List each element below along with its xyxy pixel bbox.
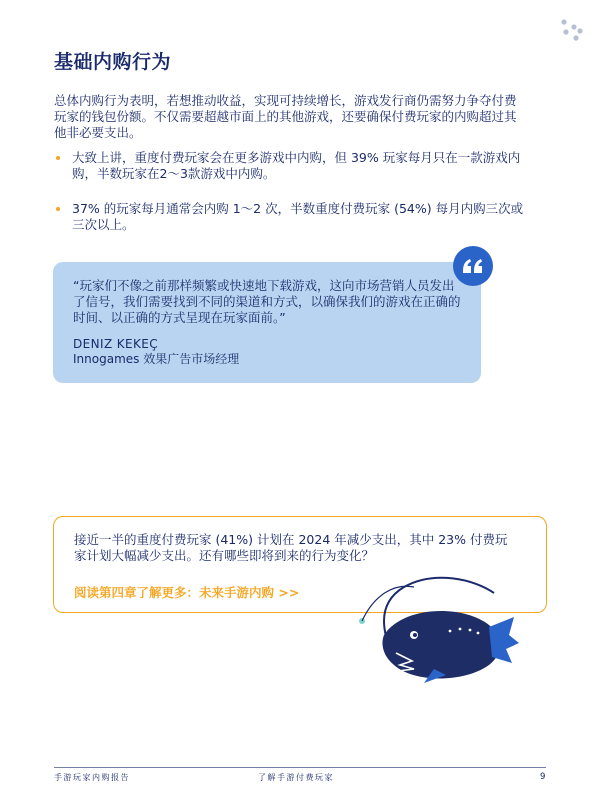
page-title: 基础内购行为 (54, 51, 172, 73)
footer-section-title: 了解手游付费玩家 (258, 773, 334, 782)
bullet-icon (56, 207, 60, 211)
quote-icon (453, 246, 493, 286)
page-number: 9 (540, 772, 546, 782)
quote-text: “玩家们不像之前那样频繁或快速地下载游戏，这向市场营销人员发出了信号，我们需要找到不同的渠道和方式，以确保我们的游戏在正确的时间、以正确的方式呈现在玩家面前。” (73, 278, 461, 325)
footer-report-title: 手游玩家内购报告 (54, 773, 130, 782)
bullet-text: 37% 的玩家每月通常会内购 1～2 次，半数重度付费玩家 (54%) 每月内购三次或三次以上。 (72, 201, 524, 232)
quote-author-name: DENIZ KEKEÇ (73, 337, 159, 351)
read-chapter-four-link[interactable]: 阅读第四章了解更多：未来手游内购 >> (74, 585, 300, 600)
cta-text: 接近一半的重度付费玩家 (41%) 计划在 2024 年减少支出，其中 23% 付费玩家计划大幅减少支出。还有哪些即将到来的行为变化？ (74, 532, 508, 563)
bullet-icon (56, 156, 60, 160)
bullet-text: 大致上讲，重度付费玩家会在更多游戏中内购，但 39% 玩家每月只在一款游戏内购，半数玩家在2～3款游戏中内购。 (72, 150, 521, 181)
quote-author-role: Innogames 效果广告市场经理 (73, 352, 240, 366)
brand-dots-icon (556, 18, 586, 42)
quote-card (53, 262, 481, 383)
list-item (54, 150, 524, 182)
anglerfish-illustration-icon (354, 565, 524, 685)
intro-paragraph: 总体内购行为表明，若想推动收益，实现可持续增长，游戏发行商仍需努力争夺付费玩家的钱包份额。不仅需要超越市面上的其他游戏，还要确保付费玩家的内购超过其他非必要支出。 (54, 93, 517, 140)
list-item (54, 201, 524, 233)
footer-divider (54, 767, 546, 768)
bullet-list (54, 150, 524, 252)
